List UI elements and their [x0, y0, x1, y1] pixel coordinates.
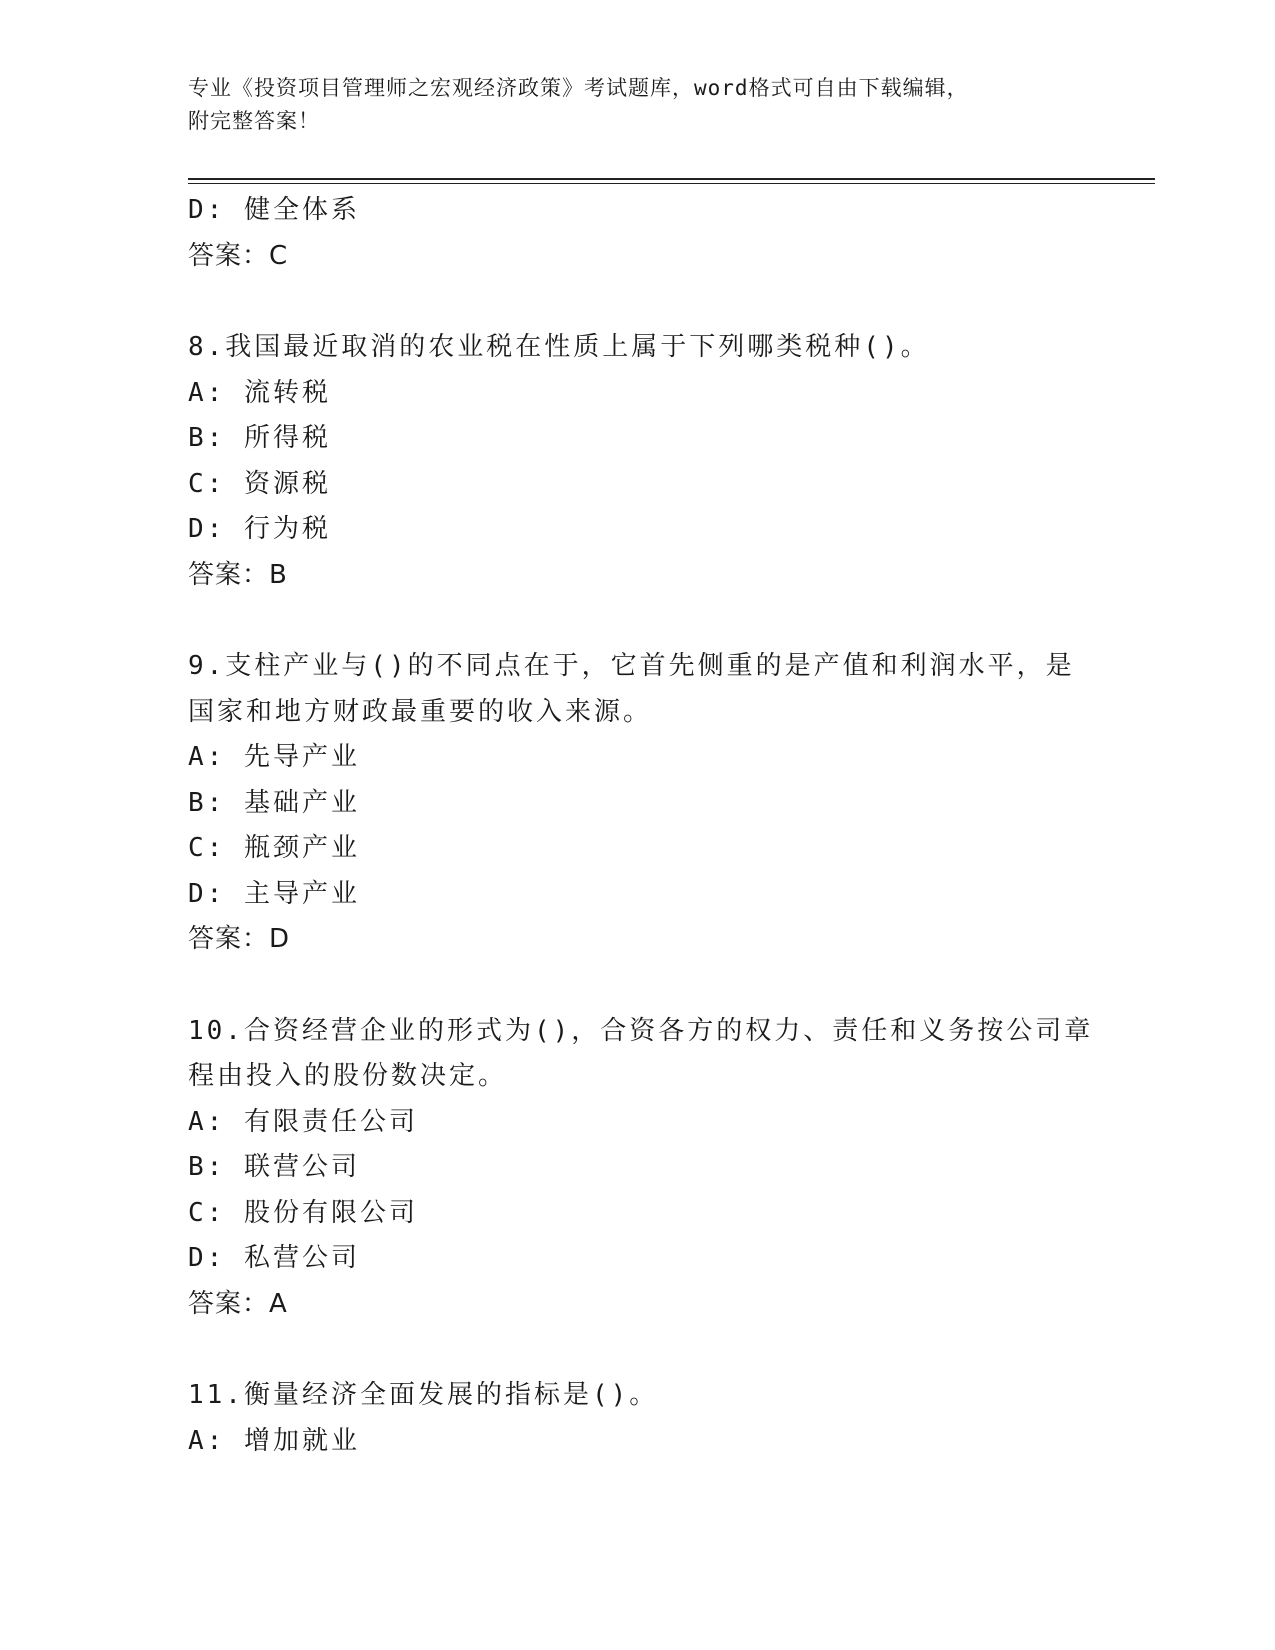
question-stem: 11.衡量经济全面发展的指标是()。	[188, 1380, 659, 1410]
option-b: B: 所得税	[188, 423, 331, 453]
question-stem: 8.我国最近取消的农业税在性质上属于下列哪类税种()。	[188, 332, 930, 362]
question-10	[188, 1009, 1094, 1328]
page-header	[188, 72, 1068, 138]
question-stem: 10.合资经营企业的形式为()，合资各方的权力、责任和义务按公司章	[188, 1015, 1094, 1046]
option-d: D: 健全体系	[188, 195, 360, 225]
question-stem-continued: 程由投入的股份数决定。	[188, 1061, 508, 1091]
option-a: A: 增加就业	[188, 1425, 360, 1456]
answer-line: 答案：D	[188, 924, 291, 954]
question-stem-continued: 国家和地方财政最重要的收入来源。	[188, 696, 653, 727]
option-b: B: 联营公司	[188, 1152, 360, 1182]
header-line-2: 附完整答案！	[188, 109, 320, 133]
option-a: A: 流转税	[188, 377, 331, 408]
question-list	[188, 188, 1094, 1464]
option-d: D: 私营公司	[188, 1243, 360, 1273]
answer-line: 答案：A	[188, 1288, 288, 1319]
header-divider-thin	[188, 183, 1155, 184]
header-divider-thick	[188, 178, 1155, 180]
answer-line: 答案：C	[188, 240, 289, 271]
option-c: C: 股份有限公司	[188, 1197, 418, 1228]
previous-question-tail	[188, 188, 1088, 279]
option-a: A: 先导产业	[188, 742, 360, 772]
answer-line: 答案：B	[188, 559, 288, 590]
option-a: A: 有限责任公司	[188, 1106, 418, 1137]
option-d: D: 主导产业	[188, 878, 360, 909]
option-c: C: 瓶颈产业	[188, 833, 360, 863]
header-line-1: 专业《投资项目管理师之宏观经济政策》考试题库，word格式可自由下载编辑，	[188, 76, 969, 100]
question-11	[188, 1373, 1088, 1464]
question-9	[188, 644, 1088, 963]
question-8	[188, 325, 1088, 598]
question-stem: 9.支柱产业与()的不同点在于，它首先侧重的是产值和利润水平，是	[188, 651, 1075, 681]
option-b: B: 基础产业	[188, 787, 360, 818]
option-c: C: 资源税	[188, 468, 331, 499]
option-d: D: 行为税	[188, 514, 331, 544]
